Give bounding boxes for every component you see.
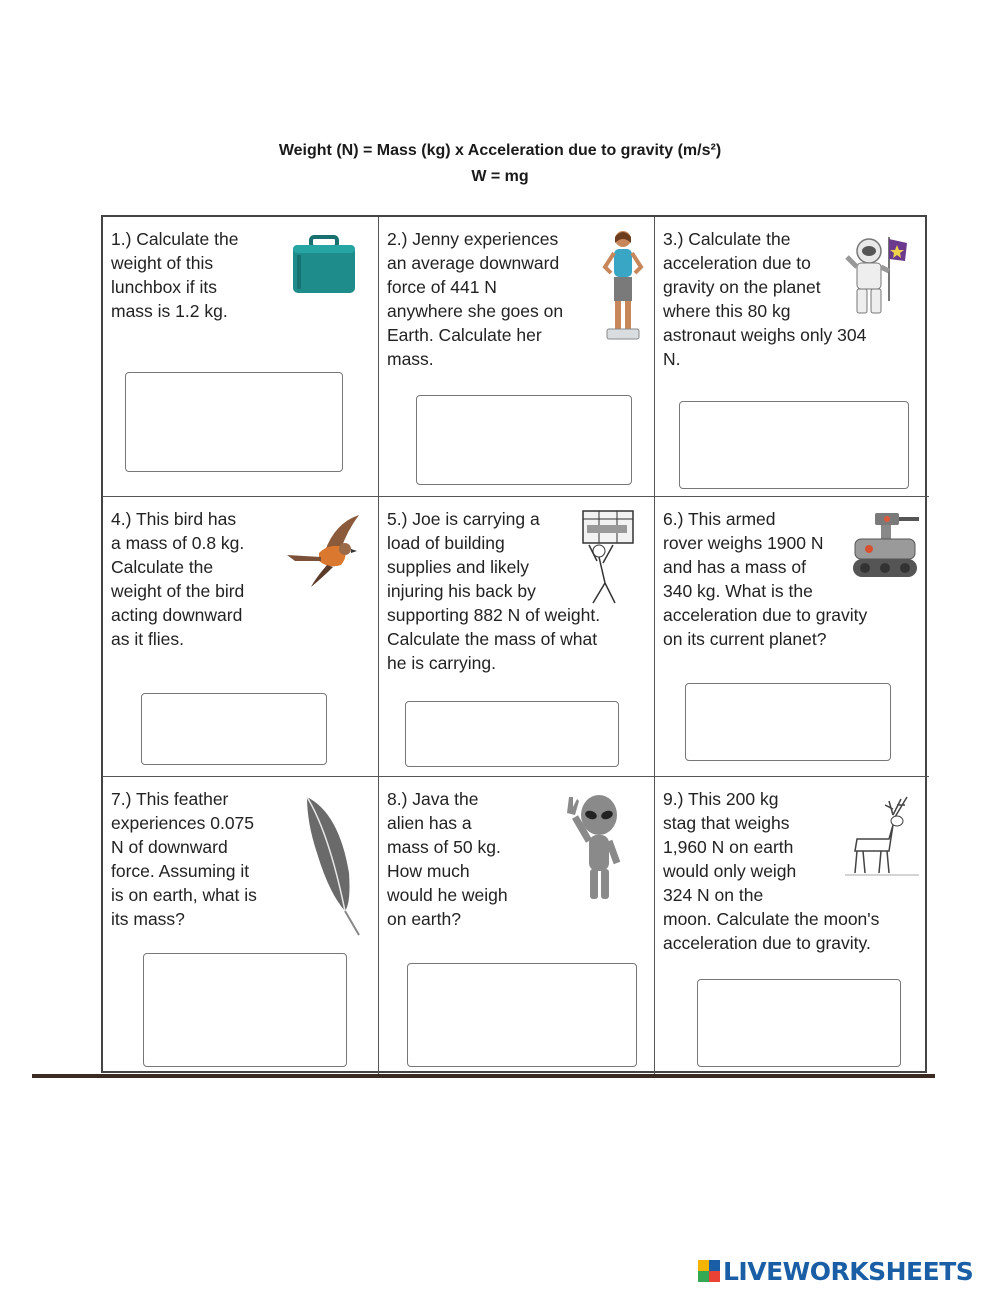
armed-rover-icon	[849, 511, 923, 583]
answer-box-3[interactable]	[679, 401, 909, 489]
woman-on-scale-icon	[597, 227, 647, 345]
lunchbox-icon	[291, 235, 357, 295]
answer-box-8[interactable]	[407, 963, 637, 1067]
question-text-1: 1.) Calculate the weight of this lunchbox if its mass is 1.2 kg.	[111, 229, 239, 321]
bottom-divider	[32, 1074, 935, 1078]
question-cell-9	[655, 777, 929, 1075]
answer-box-7[interactable]	[143, 953, 347, 1067]
formula-heading: Weight (N) = Mass (kg) x Acceleration due to gravity (m/s²)	[278, 142, 722, 159]
question-cell-5	[379, 497, 655, 777]
formula-short: W = mg	[471, 168, 529, 185]
answer-box-1[interactable]	[125, 372, 343, 472]
liveworksheets-logo-icon	[698, 1260, 720, 1282]
liveworksheets-logo	[698, 1256, 973, 1286]
question-text-8: 8.) Java the alien has a mass of 50 kg. How much would he weigh on earth?	[387, 789, 508, 929]
question-text-4: 4.) This bird has a mass of 0.8 kg. Calculate the weight of the bird acting downward as it flies.	[111, 509, 245, 649]
feather-icon	[299, 793, 365, 939]
question-text-2: 2.) Jenny experiences an average downward force of 441 N anywhere she goes on Earth. Calculate her mass.	[387, 229, 564, 369]
question-cell-2	[379, 217, 655, 497]
question-text-6: 6.) This armed rover weighs 1900 N and has a mass of 340 kg. What is the acceleration due to gravity on its current planet?	[663, 509, 868, 649]
astronaut-icon	[843, 231, 909, 319]
question-text-7: 7.) This feather experiences 0.075 N of downward force. Assuming it is on earth, what is its mass?	[111, 789, 257, 929]
question-cell-3	[655, 217, 929, 497]
answer-box-9[interactable]	[697, 979, 901, 1067]
stag-icon	[845, 795, 919, 879]
question-text-9: 9.) This 200 kg stag that weighs 1,960 N on earth would only weigh 324 N on the moon. Calculate the moon's acceleration due to gravity.	[663, 789, 880, 953]
bird-icon	[285, 513, 369, 589]
answer-box-2[interactable]	[416, 395, 632, 485]
question-cell-1	[103, 217, 379, 497]
question-cell-7	[103, 777, 379, 1075]
question-grid	[101, 215, 927, 1073]
brand-name: LIVEWORKSHEETS	[723, 1256, 974, 1286]
question-cell-6	[655, 497, 929, 777]
question-cell-4	[103, 497, 379, 777]
answer-box-4[interactable]	[141, 693, 327, 765]
answer-box-6[interactable]	[685, 683, 891, 761]
alien-icon	[559, 793, 633, 903]
question-cell-8	[379, 777, 655, 1075]
man-carrying-load-icon	[559, 507, 639, 607]
answer-box-5[interactable]	[405, 701, 619, 767]
question-text-5: 5.) Joe is carrying a load of building supplies and likely injuring his back by supporting 882 N of weight. Calculate the mass of what he is carrying.	[387, 509, 601, 673]
question-text-3: 3.) Calculate the acceleration due to gravity on the planet where this 80 kg astronaut weighs only 304 N.	[663, 229, 867, 369]
